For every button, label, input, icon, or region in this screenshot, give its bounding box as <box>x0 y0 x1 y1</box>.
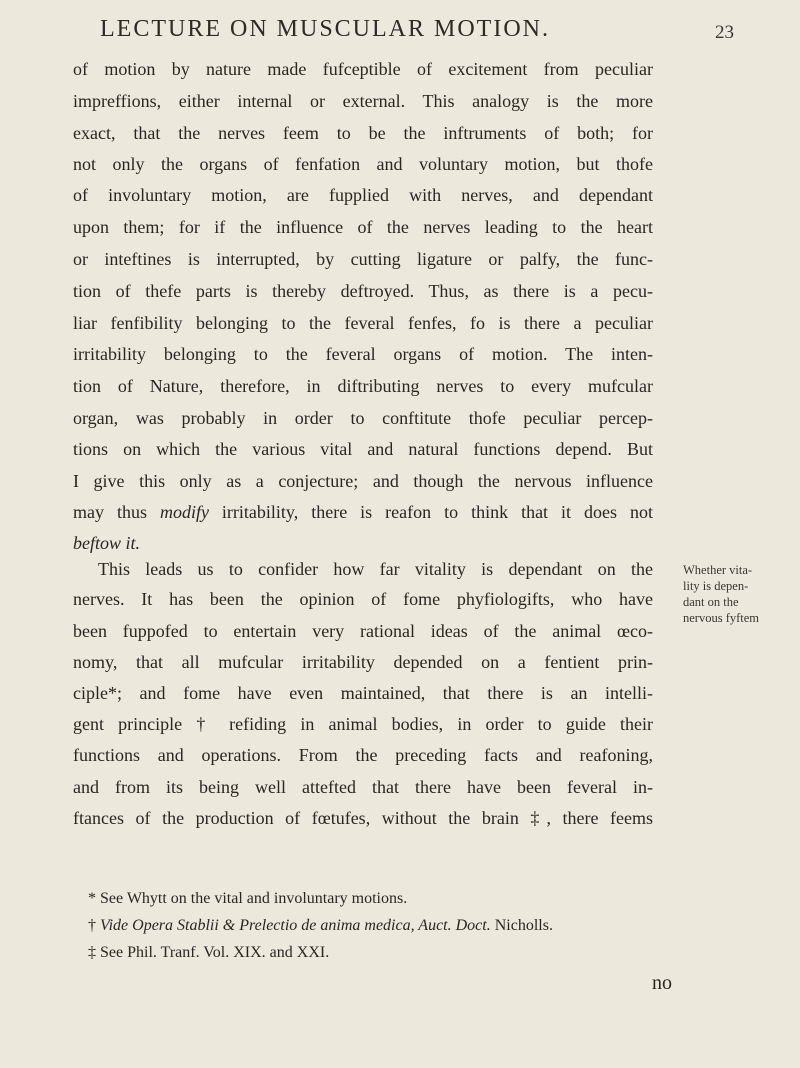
text-line: of motion by nature made fufceptible of excitement from peculiar <box>73 59 653 79</box>
text-line: ftances of the production of fœtufes, without the brain ‡, there feems <box>73 808 653 828</box>
text-line: This leads us to confider how far vitality is dependant on the <box>98 559 653 579</box>
footnote: ‡ See Phil. Tranf. Vol. XIX. and XXI. <box>88 944 330 961</box>
footnote <box>88 915 553 937</box>
footnote-title: Vide Opera Stablii & Prelectio de anima medica, <box>100 917 415 934</box>
footnote: * See Whytt on the vital and involuntary motions. <box>88 890 408 907</box>
text-line: exact, that the nerves feem to be the inftruments of both; for <box>73 123 653 143</box>
text-line: upon them; for if the influence of the nerves leading to the heart <box>73 217 653 237</box>
text-line: impreffions, either internal or external. This analogy is the more <box>73 91 653 111</box>
text-line: irritability belonging to the feveral organs of motion. The inten- <box>73 344 653 364</box>
page-number: 23 <box>715 22 734 43</box>
text-line: gent principle † refiding in animal bodies, in order to guide their <box>73 714 653 734</box>
text-line: been fuppofed to entertain very rational ideas of the animal œco- <box>73 621 653 641</box>
running-title: LECTURE ON MUSCULAR MOTION. <box>100 16 550 42</box>
text-line: functions and operations. From the preceding facts and reafoning, <box>73 745 653 765</box>
footnote-author: Auct. Doct. <box>414 917 491 934</box>
footnote-mark: † <box>88 917 100 934</box>
text-line: and from its being well attefted that there have been feveral in- <box>73 777 653 797</box>
emphasis-text: modify <box>159 502 209 522</box>
sidenote-line: dant on the <box>683 595 739 609</box>
text-run: irritability, there is reafon to think that it does not <box>208 502 653 522</box>
text-line: not only the organs of fenfation and voluntary motion, but thofe <box>73 154 653 174</box>
sidenote-line: Whether vita- <box>683 563 753 577</box>
text-line: beftow it. <box>73 533 140 553</box>
text-line: tion of thefe parts is thereby deftroyed. Thus, as there is a pecu- <box>73 281 653 301</box>
text-line <box>73 501 653 523</box>
text-run: may thus <box>73 502 160 522</box>
text-line: tions on which the various vital and natural functions depend. But <box>73 439 653 459</box>
catchword: no <box>652 972 672 994</box>
text-line: nomy, that all mufcular irritability depended on a fentient prin- <box>73 652 653 672</box>
sidenote-line: nervous fyftem <box>683 611 760 625</box>
text-line: nerves. It has been the opinion of fome phyfiologifts, who have <box>73 589 653 609</box>
text-line: liar fenfibility belonging to the feveral fenfes, fo is there a peculiar <box>73 313 653 333</box>
text-line: organ, was probably in order to conftitute thofe peculiar percep- <box>73 408 653 428</box>
sidenote-line: lity is depen- <box>683 579 749 593</box>
text-line: tion of Nature, therefore, in diftributing nerves to every mufcular <box>73 376 653 396</box>
text-line: of involuntary motion, are fupplied with nerves, and dependant <box>73 185 653 205</box>
text-line: or inteftines is interrupted, by cutting ligature or palfy, the func- <box>73 249 653 269</box>
text-line: I give this only as a conjecture; and though the nervous influence <box>73 471 653 491</box>
text-line: ciple*; and fome have even maintained, that there is an intelli- <box>73 683 653 703</box>
footnote-name: Nicholls. <box>490 917 553 934</box>
